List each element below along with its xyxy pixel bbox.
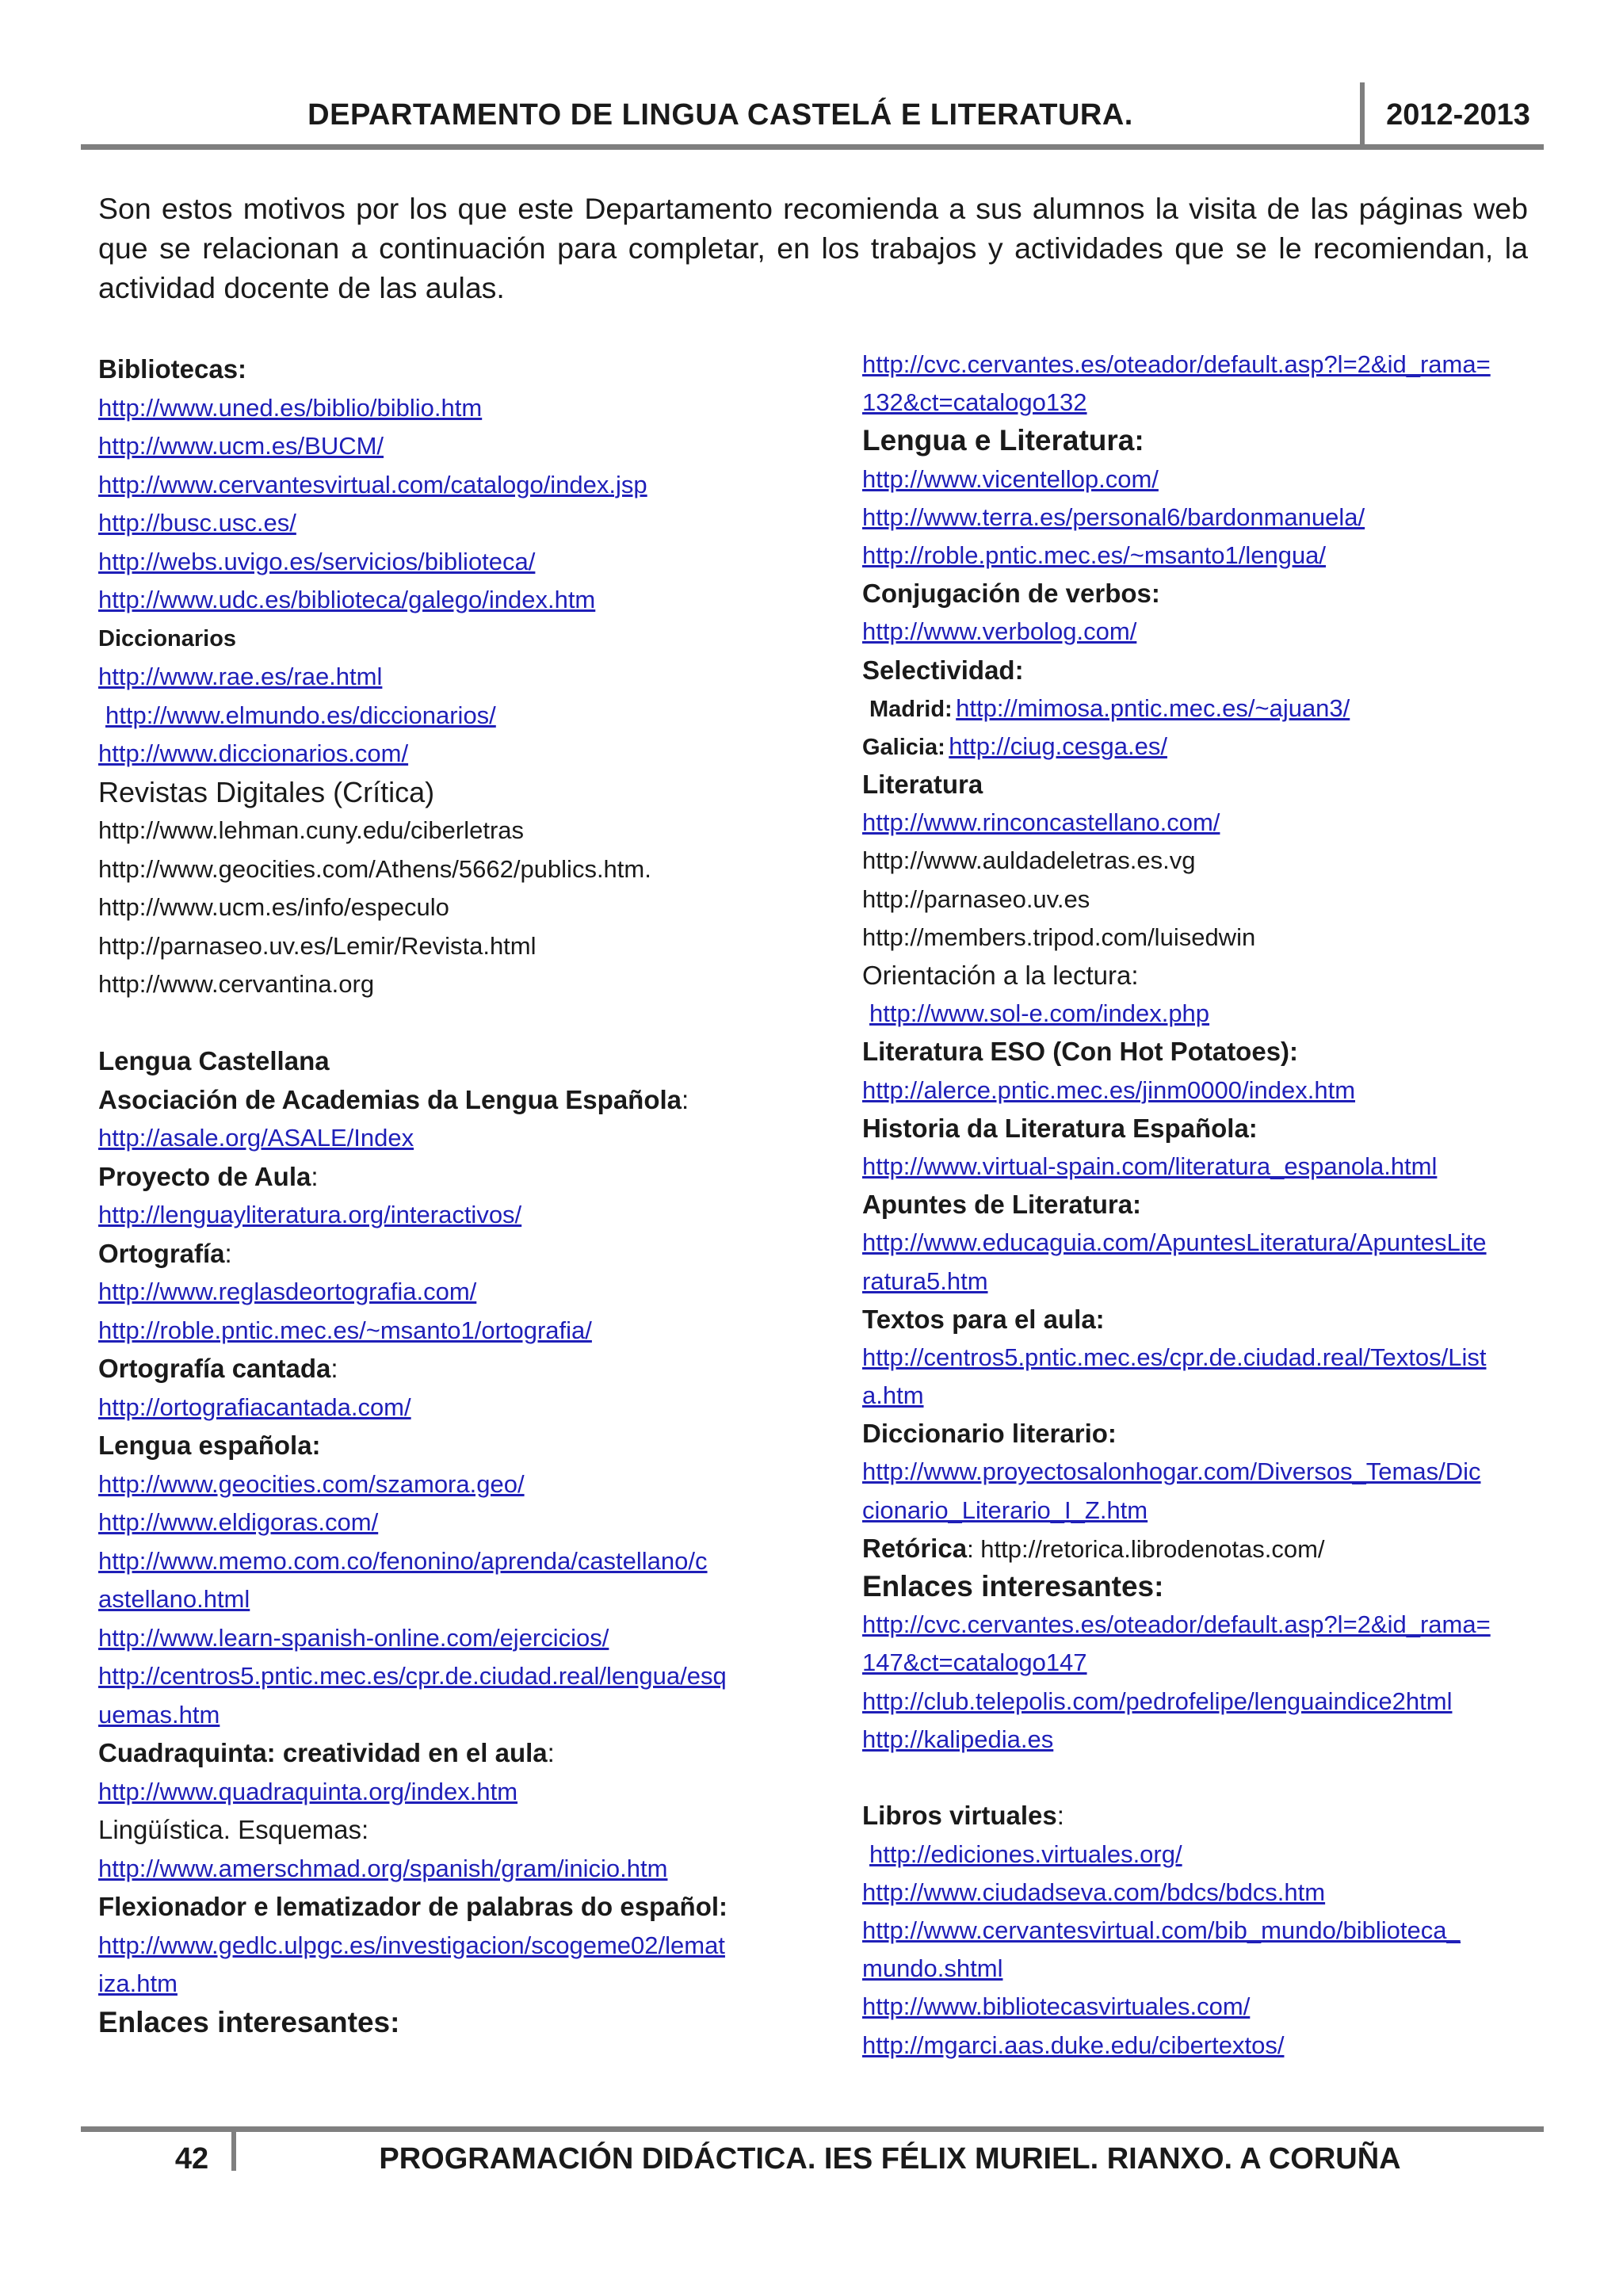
section-heading: Apuntes de Literatura:	[862, 1190, 1142, 1220]
link[interactable]: uemas.htm	[98, 1700, 220, 1729]
link[interactable]: http://www.vicentellop.com/	[862, 464, 1159, 493]
colon: :	[682, 1084, 689, 1114]
intro-paragraph: Son estos motivos por los que este Departamento recomienda a sus alumnos la visita de las páginas web que se relacionan a continuación para completar, en los trabajos y actividades que se le recomiendan, la actividad docente de las aulas.	[98, 192, 1528, 304]
section-heading: Textos para el aula:	[862, 1304, 1105, 1334]
link[interactable]: http://www.geocities.com/szamora.geo/	[98, 1469, 525, 1498]
region-label: Galicia:	[862, 734, 945, 760]
link[interactable]: http://cvc.cervantes.es/oteador/default.asp?l=2&id_rama=	[862, 1610, 1491, 1639]
link[interactable]: http://www.udc.es/biblioteca/galego/index.htm	[98, 586, 596, 613]
colon: :	[311, 1161, 319, 1191]
link[interactable]: http://kalipedia.es	[862, 1725, 1054, 1753]
link[interactable]: http://ediciones.virtuales.org/	[869, 1839, 1182, 1868]
link[interactable]: http://www.terra.es/personal6/bardonmanuela/	[862, 502, 1365, 531]
link[interactable]: http://www.uned.es/biblio/biblio.htm	[98, 393, 483, 422]
url-text: http://www.cervantina.org	[98, 970, 375, 998]
right-column	[862, 346, 1533, 2065]
link[interactable]: iza.htm	[98, 1969, 178, 1997]
section-heading: Historia da Literatura Española:	[862, 1113, 1258, 1143]
colon: :	[330, 1354, 338, 1383]
section-heading: Literatura ESO (Con Hot Potatoes):	[862, 1037, 1299, 1067]
section-heading: Ortografía cantada	[98, 1354, 331, 1383]
header-separator	[1360, 82, 1365, 146]
link[interactable]: http://ciug.cesga.es/	[949, 732, 1167, 760]
link[interactable]: http://alerce.pntic.mec.es/jinm0000/index.htm	[862, 1075, 1356, 1104]
link[interactable]: http://www.bibliotecasvirtuales.com/	[862, 1992, 1251, 2021]
link[interactable]: http://www.virtual-spain.com/literatura_espanola.html	[862, 1152, 1438, 1180]
url-text: http://www.ucm.es/info/especulo	[98, 893, 449, 921]
page-footer	[81, 2126, 1544, 2190]
link[interactable]: http://www.rae.es/rae.html	[98, 663, 383, 690]
section-heading: Asociación de Academias da Lengua Española	[98, 1084, 682, 1114]
section-heading: Lengua e Literatura:	[862, 424, 1144, 457]
link[interactable]: a.htm	[862, 1381, 924, 1410]
section-heading: Selectividad:	[862, 655, 1024, 685]
section-heading: Proyecto de Aula	[98, 1161, 311, 1191]
section-heading: Libros virtuales	[862, 1801, 1057, 1831]
link[interactable]: http://asale.org/ASALE/Index	[98, 1124, 414, 1152]
link[interactable]: http://www.ucm.es/BUCM/	[98, 432, 384, 460]
section-heading: Diccionario literario:	[862, 1419, 1117, 1449]
page-header	[81, 82, 1544, 149]
link[interactable]: http://lenguayliteratura.org/interactivos/	[98, 1201, 522, 1228]
link[interactable]: http://busc.usc.es/	[98, 509, 296, 537]
page-number: 42	[174, 2142, 209, 2176]
link[interactable]: http://www.ciudadseva.com/bdcs/bdcs.htm	[862, 1878, 1326, 1906]
link[interactable]: http://centros5.pntic.mec.es/cpr.de.ciudad.real/Textos/List	[862, 1343, 1487, 1371]
link[interactable]: http://www.elmundo.es/diccionarios/	[105, 701, 496, 729]
link[interactable]: http://www.amerschmad.org/spanish/gram/inicio.htm	[98, 1854, 668, 1882]
link[interactable]: http://www.reglasdeortografia.com/	[98, 1278, 477, 1305]
colon: :	[224, 1238, 232, 1268]
section-heading: Enlaces interesantes:	[862, 1570, 1164, 1603]
link[interactable]: 147&ct=catalogo147	[862, 1648, 1087, 1677]
url-text: : http://retorica.librodenotas.com/	[967, 1534, 1325, 1563]
link[interactable]: http://www.verbolog.com/	[862, 617, 1137, 646]
link[interactable]: http://cvc.cervantes.es/oteador/default.asp?l=2&id_rama=	[862, 350, 1491, 378]
region-label: Madrid:	[869, 696, 953, 722]
footer-rule	[81, 2126, 1544, 2132]
url-text: http://parnaseo.uv.es/Lemir/Revista.html	[98, 931, 537, 960]
section-heading: Literatura	[862, 770, 983, 800]
url-text: http://www.geocities.com/Athens/5662/publics.htm.	[98, 854, 651, 883]
link[interactable]: http://webs.uvigo.es/servicios/biblioteca/	[98, 547, 536, 575]
link[interactable]: http://mimosa.pntic.mec.es/~ajuan3/	[956, 693, 1350, 722]
section-heading: Diccionarios	[98, 625, 237, 651]
link[interactable]: http://club.telepolis.com/pedrofelipe/lenguaindice2html	[862, 1687, 1453, 1715]
header-title: DEPARTAMENTO DE LINGUA CASTELÁ E LITERATURA.	[307, 98, 1133, 132]
link[interactable]: http://www.memo.com.co/fenonino/aprenda/castellano/c	[98, 1546, 708, 1575]
link[interactable]: http://www.diccionarios.com/	[98, 739, 409, 767]
spacer	[98, 1004, 812, 1043]
section-heading: Lengua española:	[98, 1431, 321, 1460]
link[interactable]: http://www.proyectosalonhogar.com/Diversos_Temas/Dic	[862, 1457, 1481, 1486]
header-rule	[81, 144, 1544, 150]
header-year: 2012-2013	[1386, 98, 1530, 132]
spacer	[862, 1759, 1533, 1797]
link[interactable]: astellano.html	[98, 1585, 250, 1613]
section-heading: Lengua Castellana	[98, 1046, 330, 1075]
link[interactable]: http://www.educaguia.com/ApuntesLiteratura/ApuntesLite	[862, 1228, 1487, 1257]
section-heading: Ortografía	[98, 1238, 225, 1268]
url-text: http://www.lehman.cuny.edu/ciberletras	[98, 816, 525, 844]
section-heading: Enlaces interesantes:	[98, 2005, 400, 2038]
link[interactable]: ratura5.htm	[862, 1266, 988, 1295]
link[interactable]: http://centros5.pntic.mec.es/cpr.de.ciudad.real/lengua/esq	[98, 1662, 727, 1690]
link[interactable]: http://www.sol-e.com/index.php	[869, 999, 1210, 1028]
link[interactable]: http://roble.pntic.mec.es/~msanto1/ortografia/	[98, 1316, 592, 1344]
url-text: http://parnaseo.uv.es	[862, 884, 1090, 913]
section-heading: Orientación a la lectura:	[862, 961, 1139, 990]
link[interactable]: http://ortografiacantada.com/	[98, 1392, 411, 1421]
colon: :	[547, 1738, 555, 1767]
url-text: http://www.auldadeletras.es.vg	[862, 846, 1196, 875]
link[interactable]: http://www.eldigoras.com/	[98, 1508, 379, 1536]
link[interactable]: http://www.cervantesvirtual.com/catalogo/index.jsp	[98, 470, 647, 499]
link[interactable]: http://www.rinconcastellano.com/	[862, 808, 1220, 837]
link[interactable]: http://www.cervantesvirtual.com/bib_mundo/biblioteca_	[862, 1916, 1461, 1944]
link[interactable]: http://www.gedlc.ulpgc.es/investigacion/scogeme02/lemat	[98, 1931, 725, 1959]
footer-text: PROGRAMACIÓN DIDÁCTICA. IES FÉLIX MURIEL. RIANXO. A CORUÑA	[379, 2142, 1401, 2176]
section-heading: Bibliotecas:	[98, 354, 247, 384]
section-heading: Flexionador e lematizador de palabras do español:	[98, 1892, 728, 1921]
link[interactable]: http://www.quadraquinta.org/index.htm	[98, 1777, 518, 1805]
left-column	[98, 350, 812, 2042]
section-heading: Lingüística. Esquemas:	[98, 1815, 369, 1844]
section-heading: Retórica	[862, 1533, 968, 1563]
link[interactable]: 132&ct=catalogo132	[862, 388, 1087, 417]
section-heading: Revistas Digitales (Crítica)	[98, 775, 435, 808]
url-text: http://members.tripod.com/luisedwin	[862, 923, 1256, 951]
link[interactable]: cionario_Literario_I_Z.htm	[862, 1496, 1148, 1524]
link[interactable]: http://mgarci.aas.duke.edu/cibertextos/	[862, 2030, 1285, 2059]
link[interactable]: http://roble.pntic.mec.es/~msanto1/lengua/	[862, 541, 1327, 569]
link[interactable]: http://www.learn-spanish-online.com/ejercicios/	[98, 1623, 609, 1652]
section-heading: Cuadraquinta: creatividad en el aula	[98, 1738, 548, 1767]
link[interactable]: mundo.shtml	[862, 1954, 1003, 1983]
colon: :	[1056, 1801, 1064, 1831]
section-heading: Conjugación de verbos:	[862, 579, 1160, 609]
